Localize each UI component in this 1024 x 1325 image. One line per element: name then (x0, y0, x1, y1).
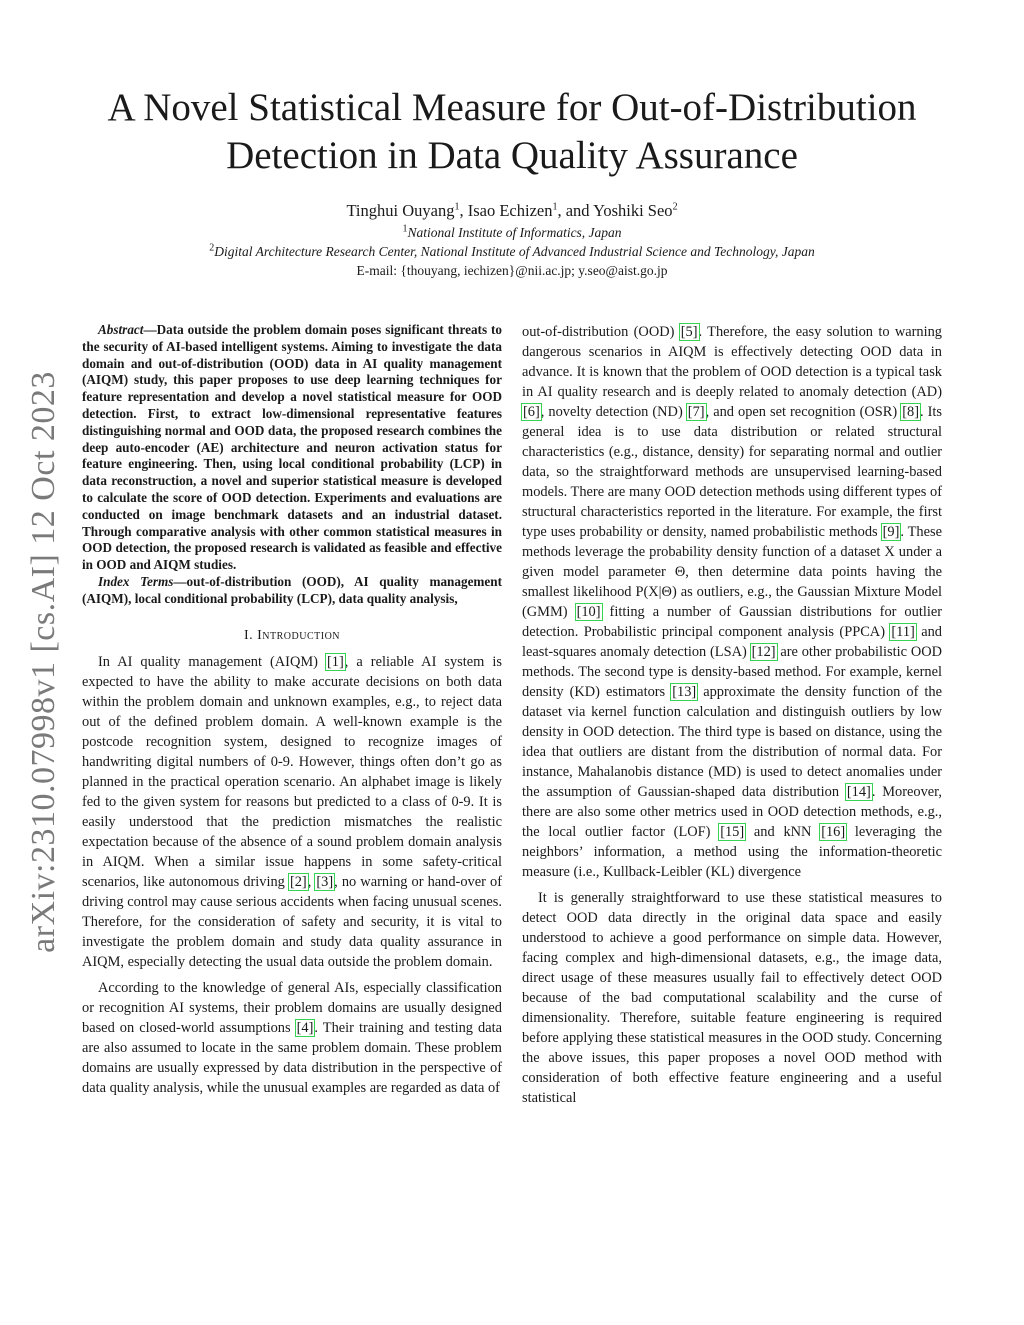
text-run: and least-squares anomaly detection (LSA) (522, 624, 942, 660)
right-column (522, 322, 942, 1108)
title-line-2: Detection in Data Quality Assurance (226, 134, 798, 177)
text-run: , novelty detection (ND) (540, 404, 687, 420)
citation-link[interactable]: [11] (891, 624, 915, 640)
citation-link[interactable]: [14] (846, 784, 871, 800)
affiliation-marker: 2 (209, 242, 215, 254)
text-run: approximate the density function of the dataset via kernel function calculation and distinguish outliers by low density in OOD detection. The third type is based on distance, using the idea that outliers are distant from the distribution of normal data. For instance, Mahalanobis distance (MD) is used to detect anomalies under the assumption of Gaussian-shaped data distribution (522, 684, 942, 800)
citation-link[interactable]: [15] (720, 824, 745, 840)
affiliation-marker: 1 (454, 201, 460, 213)
intro-paragraph-2 (82, 978, 502, 1098)
separator: , and (557, 201, 594, 220)
arxiv-identifier[interactable]: arXiv:2310.07998v1 [cs.AI] 12 Oct 2023 (25, 371, 63, 953)
index-terms-label: Index Terms (98, 573, 174, 589)
citation-link[interactable]: [3] (316, 873, 334, 890)
title-line-1: A Novel Statistical Measure for Out-of-Distribution (107, 86, 917, 129)
text-run: In AI quality management (AIQM) (98, 653, 326, 670)
paper-title (60, 84, 964, 180)
text-run: out-of-distribution (OOD) (522, 324, 680, 340)
author-name: Isao Echizen (467, 201, 553, 220)
citation-link[interactable]: [7] (687, 404, 705, 420)
text-run: and kNN (745, 824, 821, 840)
intro-paragraph-3: It is generally straightforward to use these statistical measures to detect OOD data directly in the original data space and easily understood to achieve a good performance on simple data. However, facing complex and high-dimensional datasets, e.g., the image data, direct usage of these measures usually fail to effectively detect OOD because of the bad computational scalability and the curse of dimensionality. Therefore, suitable feature engineering is required before applying these statistical measures in the OOD study. Concerning the above issues, this paper proposes a novel OOD method with consideration of both effective feature engineering and a useful statistical (522, 890, 942, 1106)
citation-link[interactable]: [4] (296, 1019, 314, 1036)
citation-link[interactable]: [6] (523, 404, 540, 420)
citation-link[interactable]: [5] (680, 324, 698, 340)
citation-link[interactable]: [8] (902, 404, 919, 420)
index-terms (82, 574, 502, 608)
text-run: leveraging the neighbors’ information, a method using the information-theoretic measure (i.e., Kullback-Leibler (KL) divergence (522, 824, 942, 880)
section-heading: I. Introduction (243, 627, 341, 643)
affiliation-2 (60, 243, 964, 261)
index-terms-text: —out-of-distribution (OOD), AI quality management (AIQM), local conditional probability (LCP), data quality analysis, (82, 573, 502, 606)
citation-link[interactable]: [13] (672, 684, 697, 700)
abstract-label: Abstract (98, 322, 144, 337)
abstract-text: —Data outside the problem domain poses significant threats to the security of AI-based intelligent systems. Aiming to investigate the data domain and out-of-distribution (OOD) data in AI quality management (AIQM) study, this paper proposes to use deep learning techniques for feature representation and develop a novel statistical measure for OOD detection. First, to extract low-dimensional representative features distinguishing normal and OOD data, the proposed research combines the deep auto-encoder (AE) architecture and neuron activation status for feature engineering. Then, using local conditional probability (LCP) in data reconstruction, a novel and superior statistical measure is developed to calculate the score of OOD detection. Experiments and evaluations are conducted on image benchmark datasets and an industrial dataset. Through comparative analysis with other common statistical measures in OOD detection, the proposed research is validated as feasible and effective in OOD and AIQM studies. (82, 322, 502, 573)
affiliation-marker: 1 (402, 223, 408, 235)
affiliation-marker: 1 (552, 201, 558, 213)
author-name: Tinghui Ouyang (346, 201, 455, 220)
intro-paragraph-2-continued (522, 322, 942, 882)
citation-link[interactable]: [10] (576, 604, 601, 620)
text-run: . Therefore, the easy solution to warning dangerous scenarios in AIQM is effectively detecting OOD data in advance. It is known that the problem of OOD detection is a typical task in AI quality research and is deeply related to anomaly detection (AD) (522, 324, 942, 400)
arxiv-sidebar-stamp (14, 362, 74, 962)
citation-link[interactable]: [16] (821, 824, 846, 840)
text-run: , and open set recognition (OSR) (705, 404, 902, 420)
text-run: fitting a number of Gaussian distributions for outlier detection. Probabilistic principal component analysis (PPCA) (522, 604, 942, 640)
text-run: According to the knowledge of general AIs, especially classification or recognition AI systems, their problem domains are usually designed based on closed-world assumptions (82, 979, 502, 1036)
left-column (82, 322, 502, 1098)
text-run: . These methods leverage the probability density function of a dataset X under a given model parameter Θ, then determine data points having the smallest likelihood P(X|Θ) as outliers, e.g., the Gaussian Mixture Model (GMM) (522, 524, 943, 620)
citation-link[interactable]: [1] (326, 653, 344, 670)
affiliation-text: Digital Architecture Research Center, National Institute of Advanced Industrial Science and Technology, Japan (214, 244, 815, 259)
affiliation-text: National Institute of Informatics, Japan (407, 225, 622, 240)
citation-link[interactable]: [9] (882, 524, 900, 540)
affiliation-1 (60, 224, 964, 242)
text-run: . Their training and testing data are also assumed to locate in the same problem domain. These problem domains are usually expressed by data distribution in the perspective of data quality analysis, while the unusual examples are regarded as data of (82, 1019, 502, 1096)
contact-email: E-mail: {thouyang, iechizen}@nii.ac.jp; y.seo@aist.go.jp (356, 263, 668, 278)
text-run: , (307, 873, 316, 890)
intro-paragraph-1 (82, 652, 502, 972)
text-run: , no warning or hand-over of driving control may cause serious accidents when facing unusual scenes. Therefore, for the consideration of safety and security, it is vital to investigate the problem domain and study data quality assurance in AIQM, especially detecting the usual data outside the problem domain. (82, 873, 502, 970)
abstract (82, 322, 502, 574)
author-list (60, 200, 964, 222)
citation-link[interactable]: [2] (289, 873, 307, 890)
separator: , (459, 201, 468, 220)
text-run: are other probabilistic OOD methods. The second type is density-based method. For example, kernel density (KD) estimators (522, 644, 942, 700)
author-name: Yoshiki Seo (593, 201, 673, 220)
affiliation-marker: 2 (672, 201, 678, 213)
text-run: , a reliable AI system is expected to have the ability to make accurate decisions on both data within the problem domain and unknown examples, e.g., to reject data out of the defined problem domain. A well-known example is the postcode recognition system, designed to recognize images of handwriting digital numbers of 0-9. However, things often don’t go as planned in the practical operation scenario. An alphabet image is likely fed to the given system for reasons but predicted to a class of 0-9. It is easily understood that the prediction mismatches the realistic expectation because of the absence of a sound problem domain analysis in AIQM. When a similar issue happens in some safety-critical scenarios, like autonomous driving (82, 653, 502, 890)
text-run: . Its general idea is to use data distribution or related structural characteristics (e.g., distance, density) for separating normal and outlier data, so the straightforward methods are unsupervised learning-based models. There are many OOD detection methods using different types of structural characteristics reported in the literature. For example, the first type uses probability or density, named probabilistic methods (522, 404, 943, 540)
citation-link[interactable]: [12] (751, 644, 776, 660)
text-run: . Moreover, there are also some other metrics used in OOD detection methods, e.g., the local outlier factor (LOF) (522, 784, 942, 840)
